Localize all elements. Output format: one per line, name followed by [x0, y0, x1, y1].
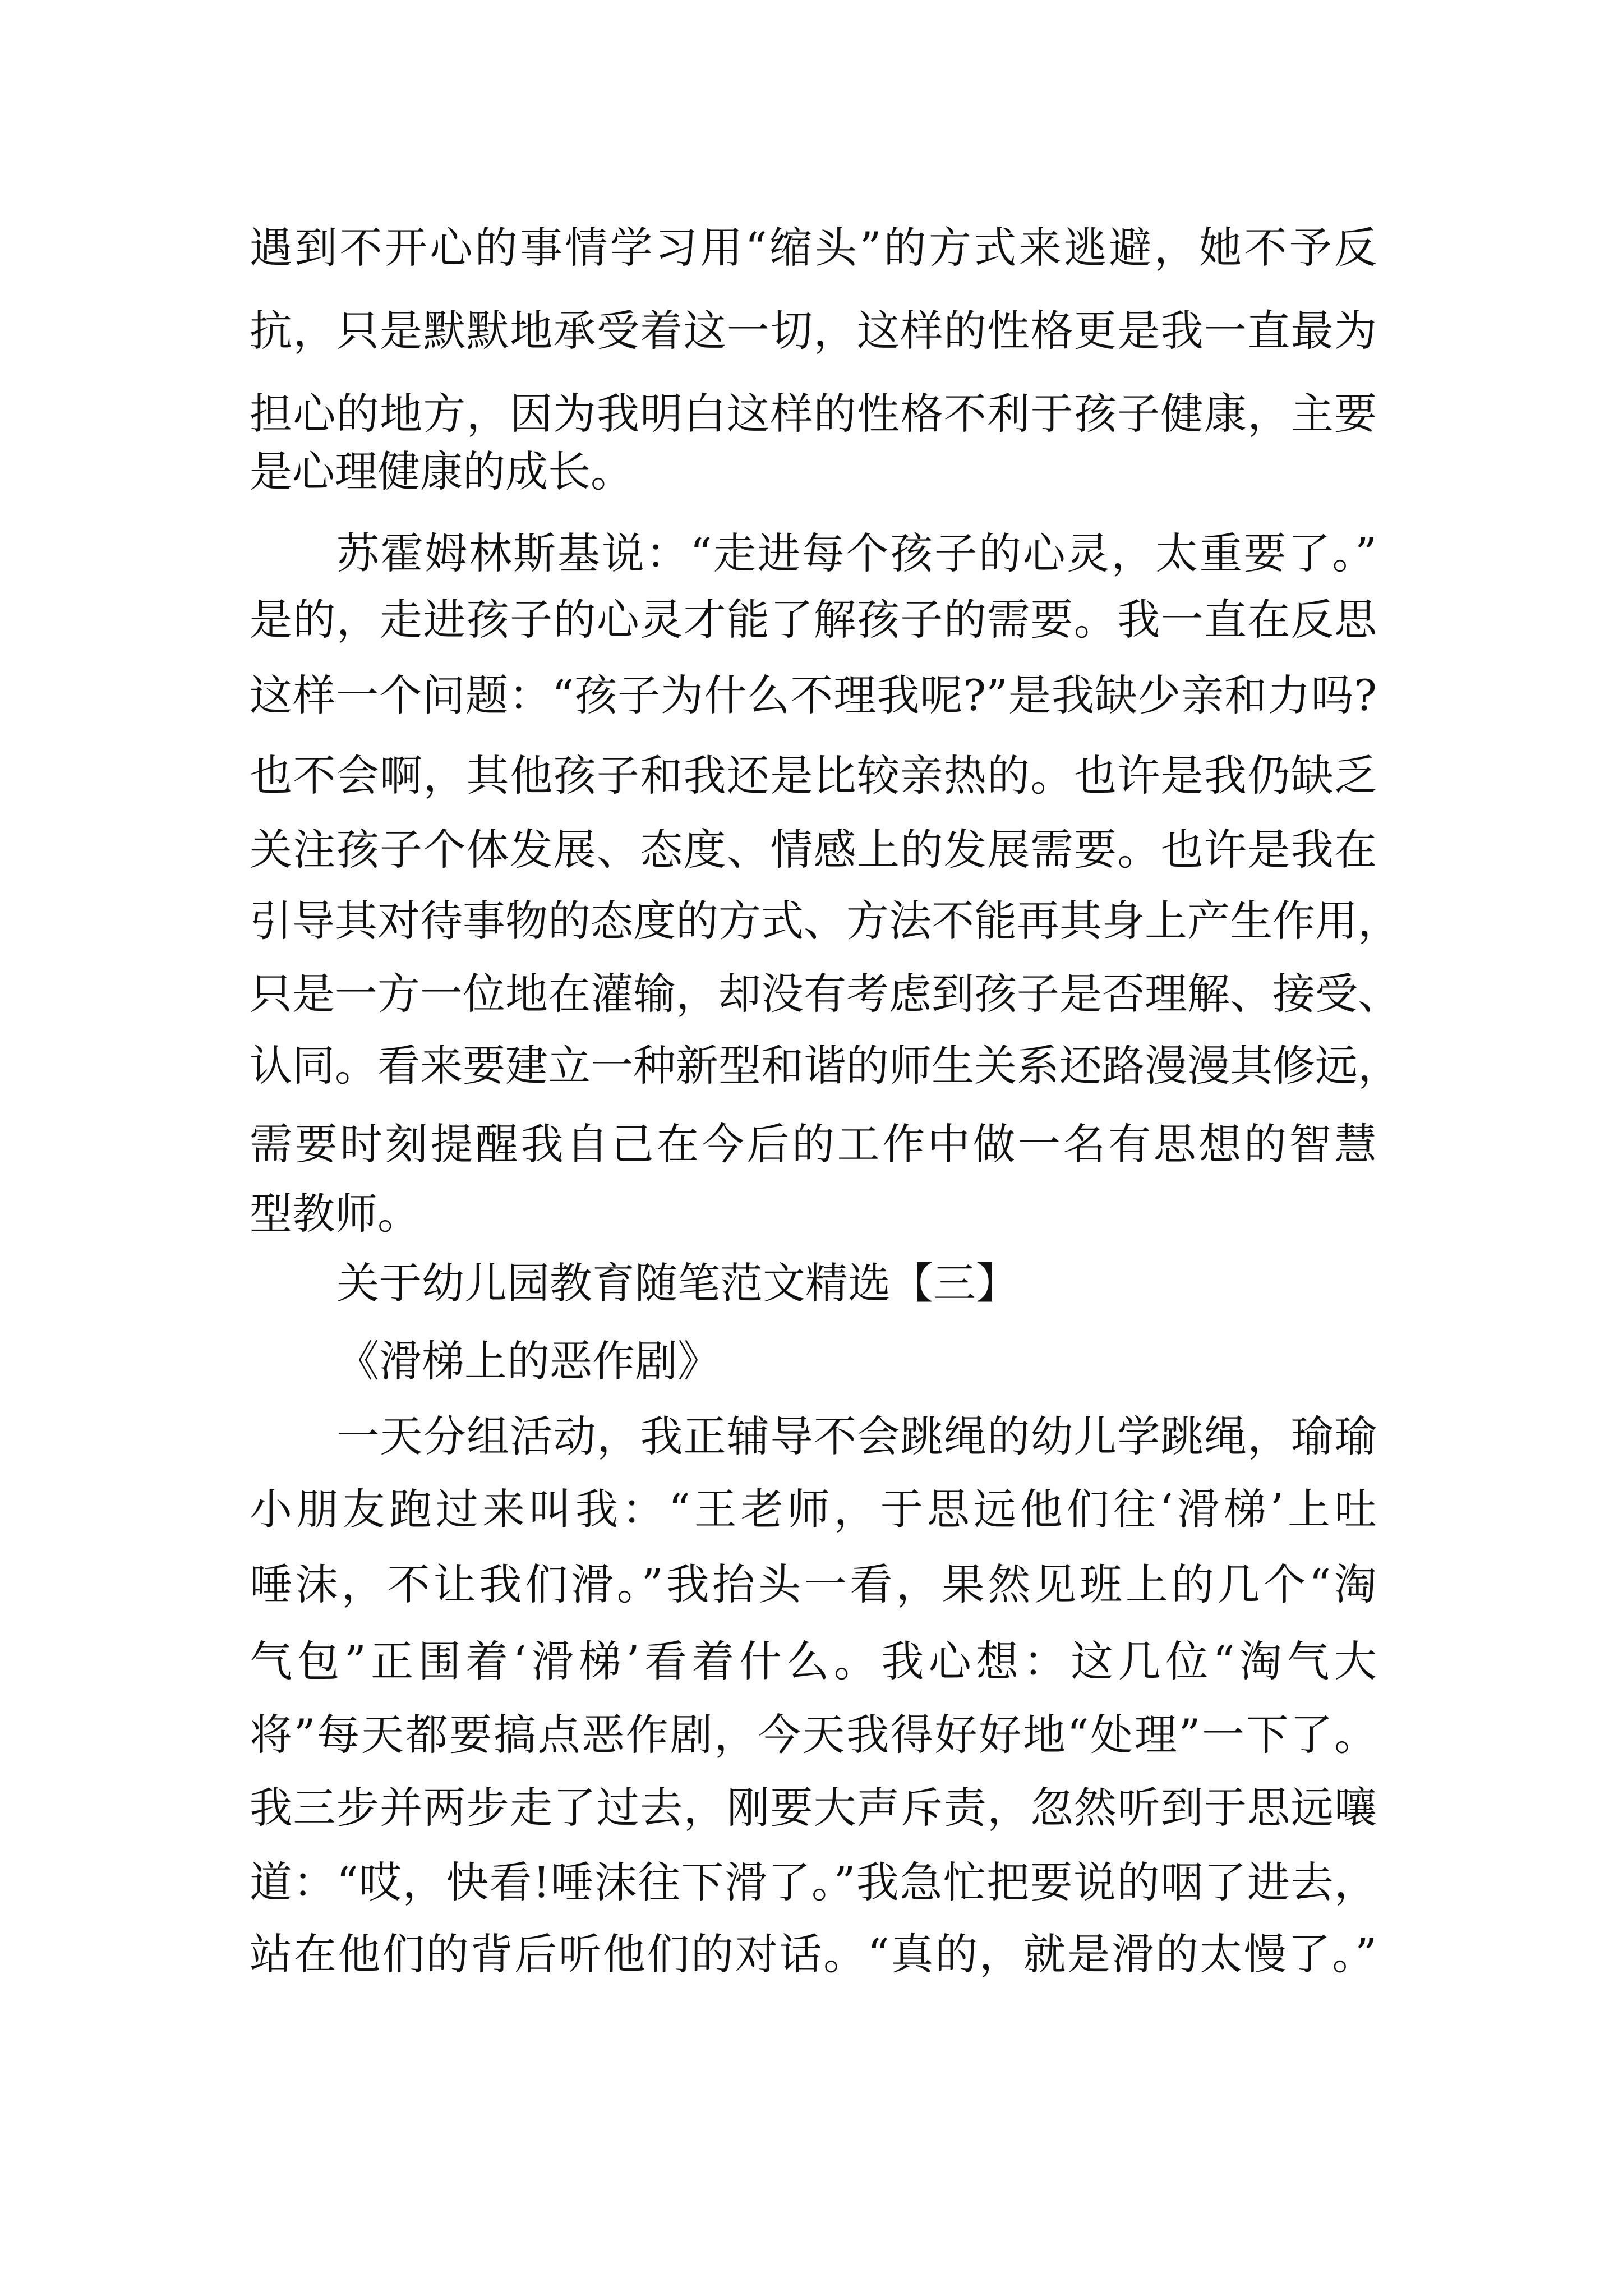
text-line: 唾沫，不让我们滑。”我抬头一看，果然见班上的几个“淘 [250, 1559, 1377, 1609]
article-title: 《滑梯上的恶作剧》 [336, 1336, 720, 1386]
text-line: 将”每天都要搞点恶作剧，今天我得好好地“处理”一下了。 [250, 1710, 1377, 1760]
text-line: 我三步并两步走了过去，刚要大声斥责，忽然听到于思远嚷 [250, 1783, 1377, 1833]
text-line: 关注孩子个体发展、态度、情感上的发展需要。也许是我在 [250, 825, 1377, 875]
text-line: 引导其对待事物的态度的方式、方法不能再其身上产生作用， [250, 896, 1400, 946]
text-line: 小朋友跑过来叫我：“王老师，于思远他们往‘滑梯’上吐 [250, 1484, 1377, 1534]
section-heading: 关于幼儿园教育随笔范文精选【三】 [336, 1258, 1018, 1308]
text-line: 一天分组活动，我正辅导不会跳绳的幼儿学跳绳，瑜瑜 [336, 1411, 1377, 1461]
text-line: 是的，走进孩子的心灵才能了解孩子的需要。我一直在反思 [250, 595, 1377, 645]
text-line: 遇到不开心的事情学习用“缩头”的方式来逃避，她不予反 [250, 223, 1377, 273]
text-line: 只是一方一位地在灌输，却没有考虑到孩子是否理解、接受、 [250, 969, 1400, 1019]
text-line: 认同。看来要建立一种新型和谐的师生关系还路漫漫其修远， [250, 1041, 1400, 1091]
text-line: 站在他们的背后听他们的对话。“真的，就是滑的太慢了。” [250, 1929, 1377, 1979]
text-line: 抗，只是默默地承受着这一切，这样的性格更是我一直最为 [250, 306, 1377, 356]
text-line: 是心理健康的成长。 [250, 447, 633, 496]
text-line: 道：“哎，快看!唾沫往下滑了。”我急忙把要说的咽了进去， [250, 1857, 1377, 1907]
text-line: 这样一个问题：“孩子为什么不理我呢?”是我缺少亲和力吗? [250, 670, 1377, 720]
text-line: 气包”正围着‘滑梯’看着什么。我心想：这几位“淘气大 [250, 1636, 1377, 1686]
text-line: 也不会啊，其他孩子和我还是比较亲热的。也许是我仍缺乏 [250, 751, 1377, 800]
text-line: 苏霍姆林斯基说：“走进每个孩子的心灵，太重要了。” [336, 528, 1377, 578]
text-line: 型教师。 [250, 1189, 420, 1239]
text-line: 需要时刻提醒我自己在今后的工作中做一名有思想的智慧 [250, 1119, 1377, 1169]
text-line: 担心的地方，因为我明白这样的性格不利于孩子健康，主要 [250, 389, 1377, 439]
